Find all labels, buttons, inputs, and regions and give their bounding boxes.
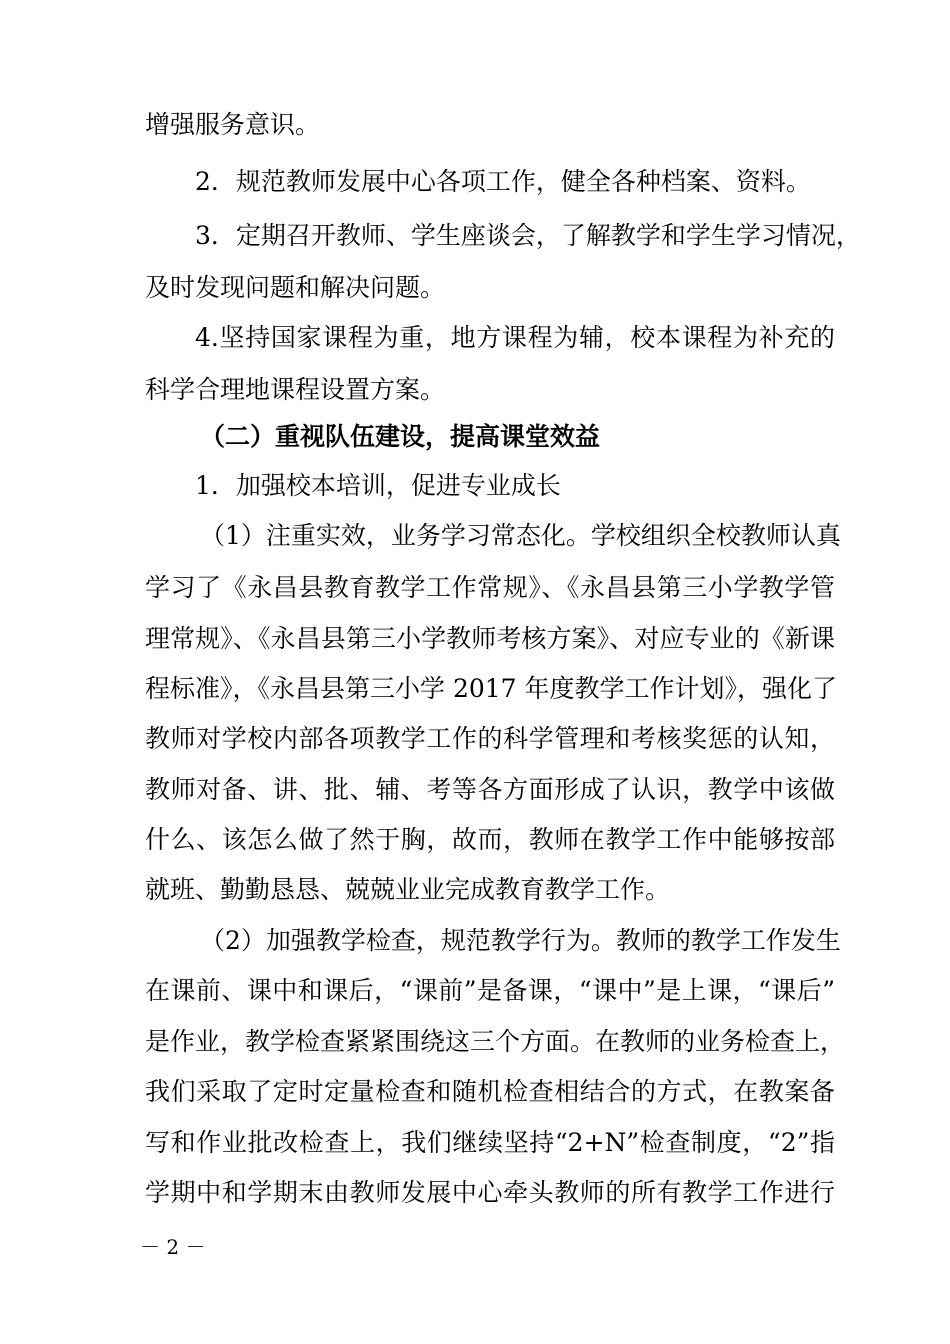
list-item: 2．规范教师发展中心各项工作，健全各种档案、资料。: [195, 167, 811, 196]
paragraph-line: 就班、勤勤恳恳、兢兢业业完成教育教学工作。: [145, 875, 671, 904]
section-heading: （二）重视队伍建设，提高课堂效益: [200, 422, 601, 451]
paragraph-line: 是作业，教学检查紧紧围绕这三个方面。在教师的业务检查上，: [145, 1027, 846, 1056]
paragraph-line: （1）注重实效，业务学习常态化。学校组织全校教师认真: [200, 521, 841, 550]
text-line: 及时发现问题和解决问题。: [145, 273, 446, 302]
paragraph-line: 教师对备、讲、批、辅、考等各方面形成了认识，教学中该做: [145, 775, 835, 804]
list-item: 4.坚持国家课程为重，地方课程为辅，校本课程为补充的: [195, 323, 835, 352]
paragraph-line: 程标准》，《永昌县第三小学 2017 年度教学工作计划》，强化了: [145, 674, 838, 703]
subsection-heading: 1．加强校本培训，促进专业成长: [195, 471, 561, 500]
text-line: 科学合理地课程设置方案。: [145, 375, 446, 404]
paragraph-line: 学期中和学期末由教师发展中心牵头教师的所有教学工作进行: [145, 1178, 835, 1207]
list-item: 3．定期召开教师、学生座谈会，了解教学和学生学习情况，: [195, 221, 861, 250]
paragraph-line: 学习了《永昌县教育教学工作常规》、《永昌县第三小学教学管: [145, 573, 835, 602]
paragraph-line: 教师对学校内部各项教学工作的科学管理和考核奖惩的认知，: [145, 724, 835, 753]
paragraph-line: 在课前、课中和课后，“课前”是备课，“课中”是上课，“课后”: [145, 976, 835, 1005]
paragraph-line: 写和作业批改检查上，我们继续坚持“2+N”检查制度，“2”指: [145, 1128, 835, 1157]
text-line: 增强服务意识。: [145, 110, 321, 139]
paragraph-line: 我们采取了定时定量检查和随机检查相结合的方式，在教案备: [145, 1077, 835, 1106]
page-number: － 2 －: [140, 1235, 206, 1259]
paragraph-line: 什么、该怎么做了然于胸，故而，教师在教学工作中能够按部: [145, 825, 835, 854]
paragraph-line: （2）加强教学检查，规范教学行为。教师的教学工作发生: [200, 926, 841, 955]
paragraph-line: 理常规》、《永昌县第三小学教师考核方案》、对应专业的《新课: [145, 624, 835, 653]
